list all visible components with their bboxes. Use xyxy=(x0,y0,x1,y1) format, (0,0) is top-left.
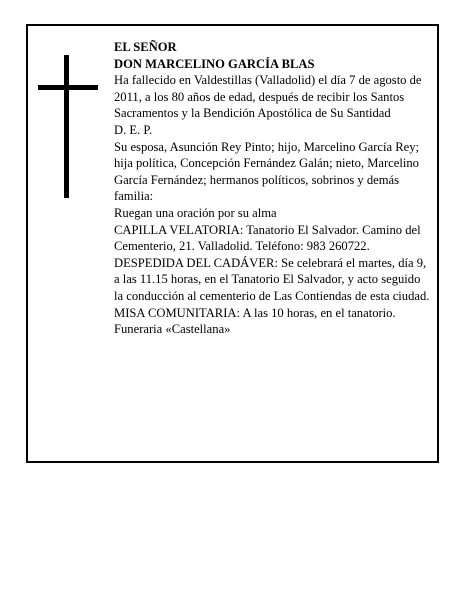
cross-vertical-bar xyxy=(64,55,69,198)
farewell-info: DESPEDIDA DEL CADÁVER: Se celebrará el martes, día 9, a las 11.15 horas, en el Tanatorio El Salvador, y acto seguido la conducción al cementerio de Las Contiendas de esta ciudad. xyxy=(114,255,430,303)
deceased-name: DON MARCELINO GARCÍA BLAS xyxy=(114,56,315,71)
cross-icon xyxy=(38,55,98,198)
family-list: Su esposa, Asunción Rey Pinto; hijo, Marcelino García Rey; hija política, Concepción Fernández Galán; nieto, Marcelino García Fernández; hermanos políticos, sobrinos y demás familia: xyxy=(114,139,420,204)
cross-horizontal-bar xyxy=(38,85,98,90)
rest-in-peace: D. E. P. xyxy=(114,122,153,137)
funeral-home: Funeraria «Castellana» xyxy=(114,322,231,337)
death-announcement: Ha fallecido en Valdestillas (Valladolid) el día 7 de agosto de 2011, a los 80 años de edad, después de recibir los Santos Sacramentos y la Bendición Apostólica de Su Santidad xyxy=(114,73,422,121)
chapel-info: CAPILLA VELATORIA: Tanatorio El Salvador. Camino del Cementerio, 21. Valladolid. Teléfono: 983 260722. xyxy=(114,222,421,254)
obituary-notice xyxy=(26,24,439,463)
obituary-title: EL SEÑOR xyxy=(114,40,177,54)
mass-info: MISA COMUNITARIA: A las 10 horas, en el tanatorio. xyxy=(114,305,396,320)
obituary-text xyxy=(114,39,430,338)
prayer-request: Ruegan una oración por su alma xyxy=(114,205,277,220)
